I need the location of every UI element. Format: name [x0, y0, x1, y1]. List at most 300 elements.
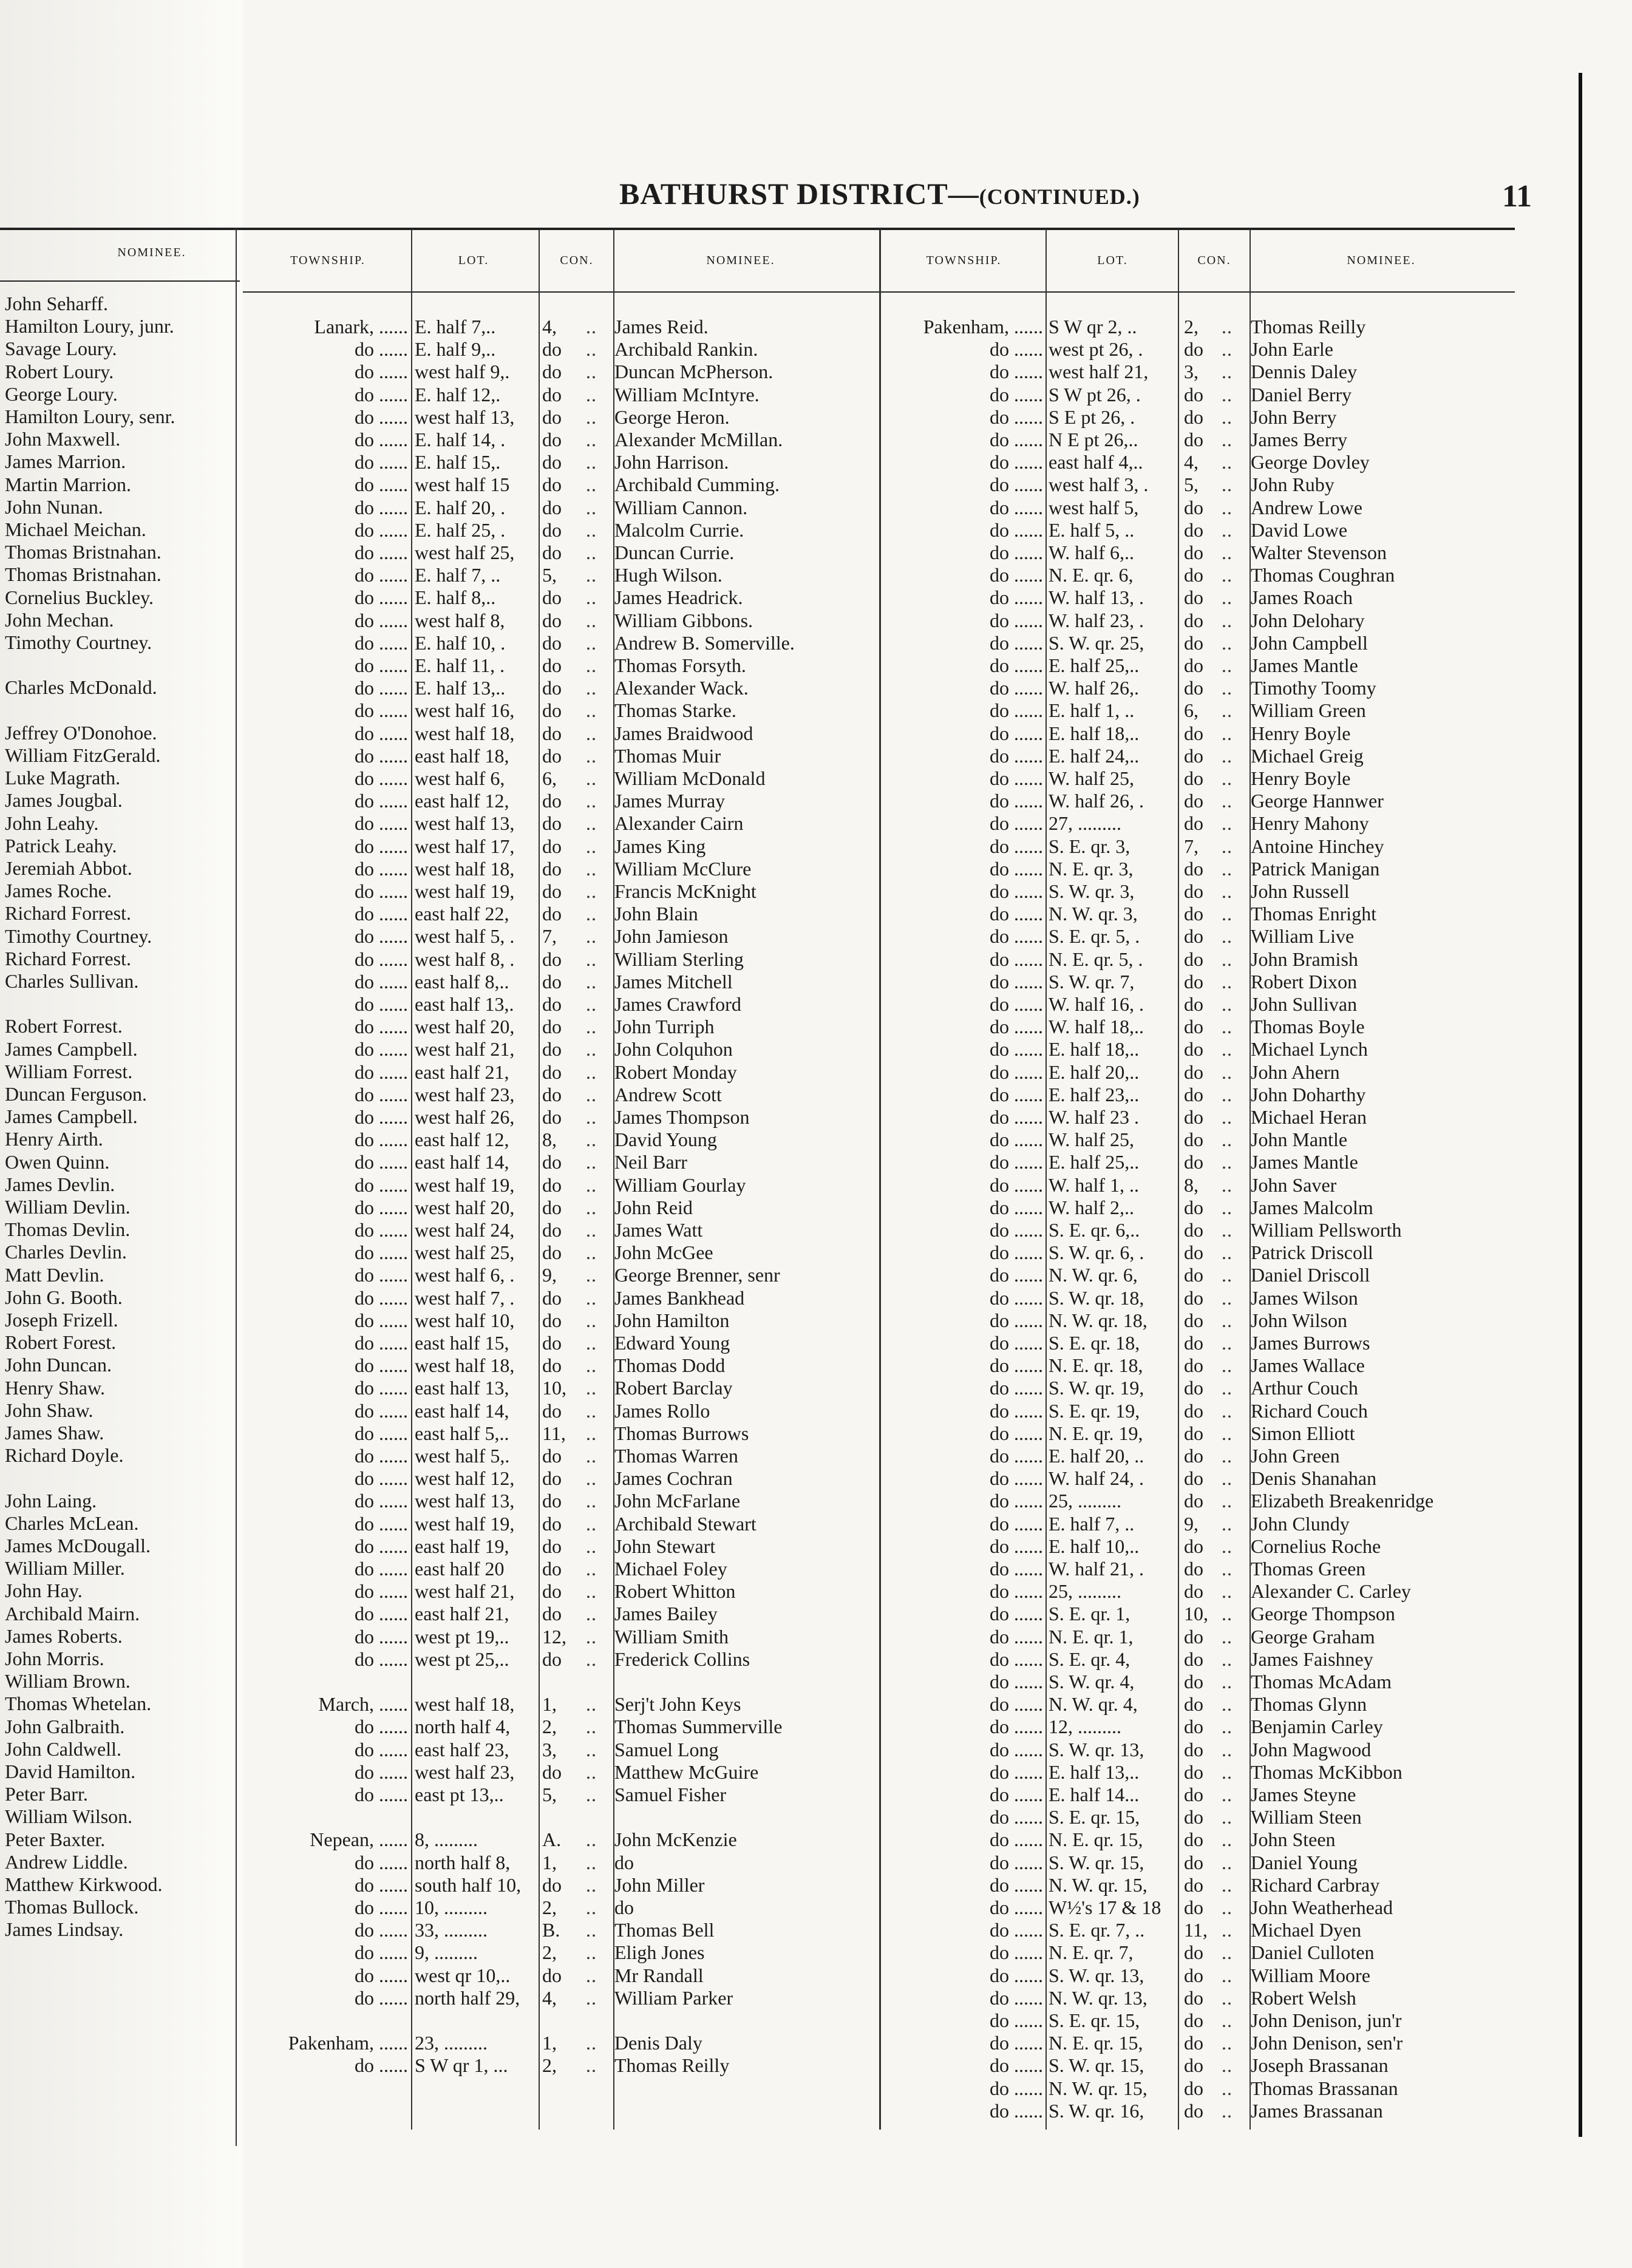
nominee-cell: John Campbell — [1251, 631, 1368, 654]
con-leader: .. — [1222, 1896, 1232, 1918]
table-row — [0, 722, 1579, 745]
con-cell: do — [542, 451, 562, 474]
con-cell: do — [542, 1354, 562, 1377]
left-nominee-header: NOMINEE. — [117, 246, 186, 259]
con-leader: .. — [586, 1919, 597, 1941]
nominee-cell: Duncan Currie. — [614, 542, 735, 563]
con-leader: .. — [586, 2054, 597, 2077]
con-cell: do — [542, 1173, 562, 1196]
nominee-cell: George Dovley — [1251, 451, 1370, 474]
nominee-cell: Dennis Daley — [1251, 361, 1358, 383]
table-row — [0, 1784, 1579, 1806]
table-row — [0, 699, 1579, 722]
township-cell: do ...... — [355, 1038, 408, 1061]
township-cell: do ...... — [355, 564, 408, 586]
con-cell: do — [542, 790, 562, 812]
nominee-cell: Joseph Brassanan — [1251, 2054, 1389, 2077]
con-cell: do — [1184, 1106, 1203, 1128]
left-nominee: Jeffrey O'Donohoe. — [5, 721, 157, 744]
con-cell: do — [1184, 812, 1203, 835]
township-cell: do ...... — [355, 1535, 408, 1557]
con-leader: .. — [586, 812, 597, 835]
table-row — [0, 1648, 1579, 1671]
con-leader: .. — [586, 1625, 597, 1648]
table-row — [0, 1129, 1579, 1151]
nominee-cell: James Watt — [614, 1219, 703, 1241]
lot-cell: N. W. qr. 6, — [1049, 1264, 1138, 1286]
lot-cell: east half 14, — [415, 1399, 509, 1422]
township-cell: do ...... — [990, 564, 1043, 586]
con-cell: do — [542, 1241, 562, 1264]
township-cell: do ...... — [355, 1129, 408, 1151]
table-row — [0, 835, 1579, 858]
con-cell: do — [542, 722, 562, 744]
lot-cell: south half 10, — [415, 1873, 522, 1896]
nominee-cell: James Berry — [1251, 429, 1348, 450]
con-leader: .. — [586, 1490, 597, 1512]
township-cell: do ...... — [355, 925, 408, 948]
con-leader: .. — [1222, 2054, 1232, 2077]
table-row — [0, 1038, 1579, 1061]
township-cell: do ...... — [990, 654, 1043, 676]
township-cell: do ...... — [990, 1603, 1043, 1625]
nominee-cell: James Headrick. — [614, 586, 743, 609]
township-cell: do ...... — [990, 2009, 1043, 2031]
con-cell: do — [542, 1490, 562, 1512]
con-leader: .. — [1222, 1716, 1232, 1738]
lot-cell: S. E. qr. 7, .. — [1049, 1919, 1145, 1941]
con-leader: .. — [586, 1173, 597, 1196]
lot-cell: E. half 10, . — [415, 631, 506, 654]
lot-cell: east half 20 — [415, 1558, 505, 1580]
nominee-cell: Henry Mahony — [1251, 812, 1369, 835]
title-continued: (CONTINUED.) — [979, 185, 1140, 209]
con-leader: .. — [1222, 1219, 1232, 1241]
township-cell: do ...... — [990, 812, 1043, 835]
nominee-cell: John Mantle — [1251, 1129, 1348, 1151]
township-cell: do ...... — [990, 1784, 1043, 1805]
left-nominee: Richard Forrest. — [5, 947, 131, 969]
lot-cell: west half 25, — [415, 542, 515, 563]
nominee-cell: Walter Stevenson — [1251, 542, 1387, 563]
con-leader: .. — [586, 451, 597, 474]
lot-cell: S. E. qr. 5, . — [1049, 925, 1140, 948]
table-row — [0, 2009, 1579, 2032]
right-lot-header: LOT. — [1097, 254, 1128, 267]
con-cell: do — [1184, 1828, 1203, 1851]
township-cell: do ...... — [355, 1377, 408, 1399]
table-row — [0, 1061, 1579, 1084]
table-row — [0, 1241, 1579, 1264]
table-row — [0, 384, 1579, 406]
con-leader: .. — [586, 496, 597, 518]
con-leader: .. — [586, 835, 597, 857]
nominee-cell: William Smith — [614, 1625, 729, 1648]
township-cell: do ...... — [355, 654, 408, 676]
con-cell: do — [542, 1038, 562, 1061]
lot-cell: E. half 10,.. — [1049, 1535, 1140, 1557]
con-leader: .. — [1222, 654, 1232, 676]
con-leader: .. — [586, 699, 597, 722]
lot-cell: N. E. qr. 15, — [1049, 1828, 1143, 1851]
con-leader: .. — [586, 970, 597, 993]
township-cell: do ...... — [355, 1558, 408, 1580]
nominee-cell: Daniel Culloten — [1251, 1941, 1375, 1964]
con-leader: .. — [1222, 970, 1232, 993]
left-nominee: William Wilson. — [5, 1805, 133, 1828]
con-cell: do — [1184, 1219, 1203, 1241]
township-cell: do ...... — [355, 1467, 408, 1490]
left-nominee: James Marrion. — [5, 450, 126, 473]
con-cell: 2, — [542, 2054, 557, 2077]
lot-cell: N. E. qr. 15, — [1049, 2032, 1143, 2054]
left-nominee: Thomas Bullock. — [5, 1896, 139, 1918]
township-cell: do ...... — [355, 1738, 408, 1760]
con-cell: do — [1184, 790, 1203, 812]
con-leader: .. — [1222, 1648, 1232, 1670]
middle-nominee-header: NOMINEE. — [706, 254, 775, 267]
lot-cell: east half 21, — [415, 1603, 509, 1625]
nominee-cell: Patrick Driscoll — [1251, 1241, 1373, 1264]
con-leader: .. — [1222, 857, 1232, 880]
con-cell: do — [542, 744, 562, 767]
con-cell: do — [542, 609, 562, 631]
middle-con-header: CON. — [560, 254, 594, 267]
left-nominee: Timothy Courtney. — [5, 631, 152, 653]
nominee-cell: David Young — [614, 1129, 717, 1151]
con-leader: .. — [586, 1377, 597, 1399]
con-leader: .. — [1222, 790, 1232, 812]
township-cell: do ...... — [990, 948, 1043, 970]
left-nominee: Savage Loury. — [5, 338, 117, 360]
nominee-cell: John Stewart — [614, 1535, 716, 1557]
lot-cell: west pt 26, . — [1049, 338, 1143, 361]
con-leader: .. — [1222, 383, 1232, 406]
con-leader: .. — [586, 1828, 597, 1851]
township-cell: do ...... — [990, 2054, 1043, 2077]
nominee-cell: Eligh Jones — [614, 1941, 705, 1964]
left-nominee: Duncan Ferguson. — [5, 1083, 148, 1105]
con-leader: .. — [1222, 993, 1232, 1015]
con-leader: .. — [1222, 1919, 1232, 1941]
lot-cell: E. half 15,. — [415, 451, 501, 474]
con-cell: do — [1184, 993, 1203, 1015]
township-cell: do ...... — [990, 1196, 1043, 1218]
left-nominee: William FitzGerald. — [5, 744, 161, 766]
left-nominee: Timothy Courtney. — [5, 925, 152, 947]
nominee-cell: John Steen — [1251, 1828, 1336, 1851]
township-cell: do ...... — [990, 1986, 1043, 2009]
nominee-cell: do — [614, 1851, 634, 1873]
lot-cell: west half 6, — [415, 767, 505, 789]
table-row — [0, 1106, 1579, 1129]
con-cell: 4, — [542, 316, 557, 338]
right-nominee-header: NOMINEE. — [1347, 254, 1416, 267]
nominee-cell: John Doharthy — [1251, 1083, 1366, 1105]
table-row — [0, 1987, 1579, 2009]
township-cell: do ...... — [990, 1896, 1043, 1918]
nominee-cell: Daniel Berry — [1251, 383, 1352, 406]
con-leader: .. — [586, 1941, 597, 1964]
lot-cell: S. W. qr. 3, — [1049, 880, 1135, 902]
left-nominee: John Duncan. — [5, 1354, 112, 1376]
lot-cell: east half 13,. — [415, 993, 514, 1015]
table-row — [0, 1174, 1579, 1197]
left-nominee: James Campbell. — [5, 1037, 138, 1060]
lot-cell: W. half 23, . — [1049, 609, 1144, 631]
township-cell: do ...... — [990, 699, 1043, 722]
township-cell: do ...... — [355, 586, 408, 609]
table-row — [0, 993, 1579, 1016]
township-cell: do ...... — [990, 1354, 1043, 1377]
left-nominee: Michael Meichan. — [5, 518, 146, 540]
nominee-cell: Thomas Glynn — [1251, 1693, 1367, 1716]
lot-cell: E. half 25, . — [415, 518, 506, 541]
con-leader: .. — [1222, 631, 1232, 654]
con-leader: .. — [586, 474, 597, 496]
township-cell: do ...... — [990, 1467, 1043, 1490]
left-nominee: James Jougbal. — [5, 789, 123, 812]
nominee-cell: John Berry — [1251, 406, 1337, 428]
con-cell: do — [542, 677, 562, 699]
con-cell: do — [1184, 2009, 1203, 2031]
con-leader: .. — [1222, 1196, 1232, 1218]
con-cell: 2, — [542, 1941, 557, 1964]
con-cell: do — [1184, 1196, 1203, 1218]
township-cell: do ...... — [990, 790, 1043, 812]
left-nominee: Thomas Devlin. — [5, 1218, 131, 1241]
con-cell: do — [542, 1061, 562, 1083]
left-nominee: John Mechan. — [5, 608, 114, 631]
township-cell: do ...... — [355, 631, 408, 654]
con-cell: do — [1184, 1671, 1203, 1693]
lot-cell: E. half 20, .. — [1049, 1445, 1144, 1467]
left-nominee: Thomas Bristnahan. — [5, 541, 162, 563]
nominee-cell: Thomas Forsyth. — [614, 654, 746, 676]
left-nominee: John Seharff. — [5, 293, 109, 314]
con-cell: 5, — [542, 564, 557, 586]
nominee-cell: William Moore — [1251, 1964, 1370, 1986]
lot-cell: S. W. qr. 15, — [1049, 2054, 1144, 2077]
lot-cell: E. half 23,.. — [1049, 1083, 1140, 1105]
con-leader: .. — [1222, 1173, 1232, 1196]
con-cell: 7, — [542, 925, 557, 948]
lot-cell: S. E. qr. 15, — [1049, 2009, 1140, 2031]
nominee-cell: Benjamin Carley — [1251, 1716, 1383, 1738]
nominee-cell: Serj't John Keys — [614, 1693, 741, 1716]
con-leader: .. — [586, 1241, 597, 1264]
lot-cell: east half 14, — [415, 1151, 509, 1173]
township-cell: do ...... — [990, 1129, 1043, 1151]
left-nominee: Jeremiah Abbot. — [5, 857, 132, 879]
township-cell: do ...... — [355, 1286, 408, 1309]
lot-cell: west half 16, — [415, 699, 515, 722]
township-cell: do ...... — [355, 1332, 408, 1354]
lot-cell: S. E. qr. 1, — [1049, 1603, 1130, 1625]
nominee-cell: James Reid. — [614, 316, 709, 338]
township-cell: do ...... — [355, 451, 408, 474]
lot-cell: west pt 25,.. — [415, 1648, 509, 1670]
nominee-cell: John Saver — [1251, 1173, 1337, 1196]
nominee-cell: John McKenzie — [614, 1828, 737, 1851]
con-leader: .. — [586, 744, 597, 767]
table-row — [0, 1558, 1579, 1580]
con-leader: .. — [1222, 1806, 1232, 1828]
left-nominee: David Hamilton. — [5, 1760, 136, 1782]
nominee-cell: William Green — [1251, 699, 1366, 722]
lot-cell: N. E. qr. 7, — [1049, 1941, 1134, 1964]
nominee-cell: Thomas Dodd — [614, 1354, 726, 1377]
lot-cell: S. W. qr. 25, — [1049, 631, 1144, 654]
nominee-cell: Thomas Reilly — [614, 2054, 730, 2077]
con-leader: .. — [586, 1580, 597, 1603]
nominee-cell: James Cochran — [614, 1467, 733, 1490]
township-cell: do ...... — [990, 1716, 1043, 1738]
table-row — [0, 1219, 1579, 1241]
lot-cell: E. half 20, . — [415, 496, 506, 518]
con-leader: .. — [1222, 1241, 1232, 1264]
con-cell: do — [1184, 383, 1203, 406]
lot-cell: west half 3, . — [1049, 474, 1149, 496]
con-leader: .. — [1222, 451, 1232, 474]
lot-cell: east half 18, — [415, 744, 509, 767]
con-leader: .. — [586, 316, 597, 338]
nominee-cell: Edward Young — [614, 1332, 730, 1354]
con-leader: .. — [586, 1151, 597, 1173]
table-row — [0, 1084, 1579, 1106]
con-cell: do — [1184, 1964, 1203, 1986]
township-cell: do ...... — [355, 767, 408, 789]
con-leader: .. — [1222, 1106, 1232, 1128]
left-nominee: George Loury. — [5, 382, 118, 405]
con-leader: .. — [586, 1467, 597, 1490]
township-cell: do ...... — [990, 744, 1043, 767]
lot-cell: S. W. qr. 15, — [1049, 1851, 1144, 1873]
table-row — [0, 1309, 1579, 1332]
township-cell: do ...... — [990, 1422, 1043, 1444]
con-cell: do — [542, 1399, 562, 1422]
township-cell: Pakenham, ...... — [923, 316, 1043, 338]
nominee-cell: James Wilson — [1251, 1286, 1358, 1309]
con-cell: do — [542, 1760, 562, 1783]
right-con-header: CON. — [1197, 254, 1231, 267]
lot-cell: S. E. qr. 15, — [1049, 1806, 1140, 1828]
con-leader: .. — [586, 767, 597, 789]
con-cell: do — [1184, 1354, 1203, 1377]
lot-cell: S. W. qr. 16, — [1049, 2099, 1144, 2122]
township-cell: do ...... — [990, 1151, 1043, 1173]
township-cell: do ...... — [990, 1964, 1043, 1986]
nominee-cell: George Graham — [1251, 1625, 1375, 1648]
township-cell: do ...... — [355, 542, 408, 563]
con-leader: .. — [586, 790, 597, 812]
con-leader: .. — [586, 586, 597, 609]
table-row — [0, 429, 1579, 451]
middle-township-header: TOWNSHIP. — [290, 254, 365, 267]
lot-cell: E. half 18,.. — [1049, 722, 1140, 744]
nominee-cell: Denis Shanahan — [1251, 1467, 1377, 1490]
con-cell: do — [1184, 429, 1203, 450]
township-cell: do ...... — [355, 383, 408, 406]
con-leader: .. — [586, 383, 597, 406]
con-cell: do — [1184, 1738, 1203, 1760]
nominee-cell: John Turriph — [614, 1016, 715, 1038]
page-number: 11 — [1502, 179, 1532, 214]
township-cell: do ...... — [990, 677, 1043, 699]
township-cell: do ...... — [355, 496, 408, 518]
lot-cell: S E pt 26, . — [1049, 406, 1135, 428]
lot-cell: west half 19, — [415, 1173, 515, 1196]
lot-cell: west half 9,. — [415, 361, 510, 383]
township-cell: do ...... — [990, 2032, 1043, 2054]
con-leader: .. — [586, 903, 597, 925]
con-leader: .. — [586, 857, 597, 880]
lot-cell: E. half 25,.. — [1049, 1151, 1140, 1173]
township-cell: do ...... — [990, 1760, 1043, 1783]
con-leader: .. — [1222, 586, 1232, 609]
township-cell: do ...... — [990, 2077, 1043, 2099]
township-cell: do ...... — [355, 1422, 408, 1444]
con-cell: do — [1184, 496, 1203, 518]
con-cell: do — [1184, 722, 1203, 744]
con-cell: do — [1184, 1377, 1203, 1399]
township-cell: do ...... — [990, 383, 1043, 406]
lot-cell: E. half 9,.. — [415, 338, 496, 361]
township-cell: do ...... — [990, 1377, 1043, 1399]
left-nominee: Matthew Kirkwood. — [5, 1873, 163, 1895]
con-cell: do — [542, 880, 562, 902]
con-leader: .. — [586, 1286, 597, 1309]
nominee-cell: Cornelius Roche — [1251, 1535, 1381, 1557]
con-leader: .. — [1222, 1129, 1232, 1151]
con-leader: .. — [586, 677, 597, 699]
township-cell: do ...... — [990, 1648, 1043, 1670]
table-row — [0, 1354, 1579, 1377]
con-cell: do — [542, 518, 562, 541]
township-cell: do ...... — [990, 1580, 1043, 1603]
con-cell: do — [542, 1964, 562, 1986]
table-row — [0, 1377, 1579, 1399]
lot-cell: west half 19, — [415, 1512, 515, 1535]
con-cell: do — [542, 1106, 562, 1128]
nominee-cell: Daniel Driscoll — [1251, 1264, 1370, 1286]
township-cell: do ...... — [355, 1873, 408, 1896]
township-cell: do ...... — [355, 1625, 408, 1648]
lot-cell: north half 4, — [415, 1716, 511, 1738]
left-nominee: Charles Devlin. — [5, 1241, 127, 1263]
con-cell: do — [542, 857, 562, 880]
township-cell: do ...... — [990, 1399, 1043, 1422]
table-row — [0, 2100, 1579, 2122]
table-row — [0, 586, 1579, 609]
con-cell: do — [1184, 1760, 1203, 1783]
lot-cell: S. W. qr. 4, — [1049, 1671, 1135, 1693]
lot-cell: E. half 8,.. — [415, 586, 496, 609]
table-row — [0, 1490, 1579, 1512]
lot-cell: W. half 6,.. — [1049, 542, 1135, 563]
nominee-cell: James King — [614, 835, 706, 857]
con-leader: .. — [1222, 1693, 1232, 1716]
con-cell: do — [542, 586, 562, 609]
table-row — [0, 1626, 1579, 1648]
lot-cell: N E pt 26,.. — [1049, 429, 1138, 450]
con-leader: .. — [586, 1784, 597, 1805]
con-leader: .. — [586, 1061, 597, 1083]
con-leader: .. — [1222, 722, 1232, 744]
nominee-cell: do — [614, 1896, 634, 1918]
con-leader: .. — [586, 1422, 597, 1444]
con-leader: .. — [586, 361, 597, 383]
